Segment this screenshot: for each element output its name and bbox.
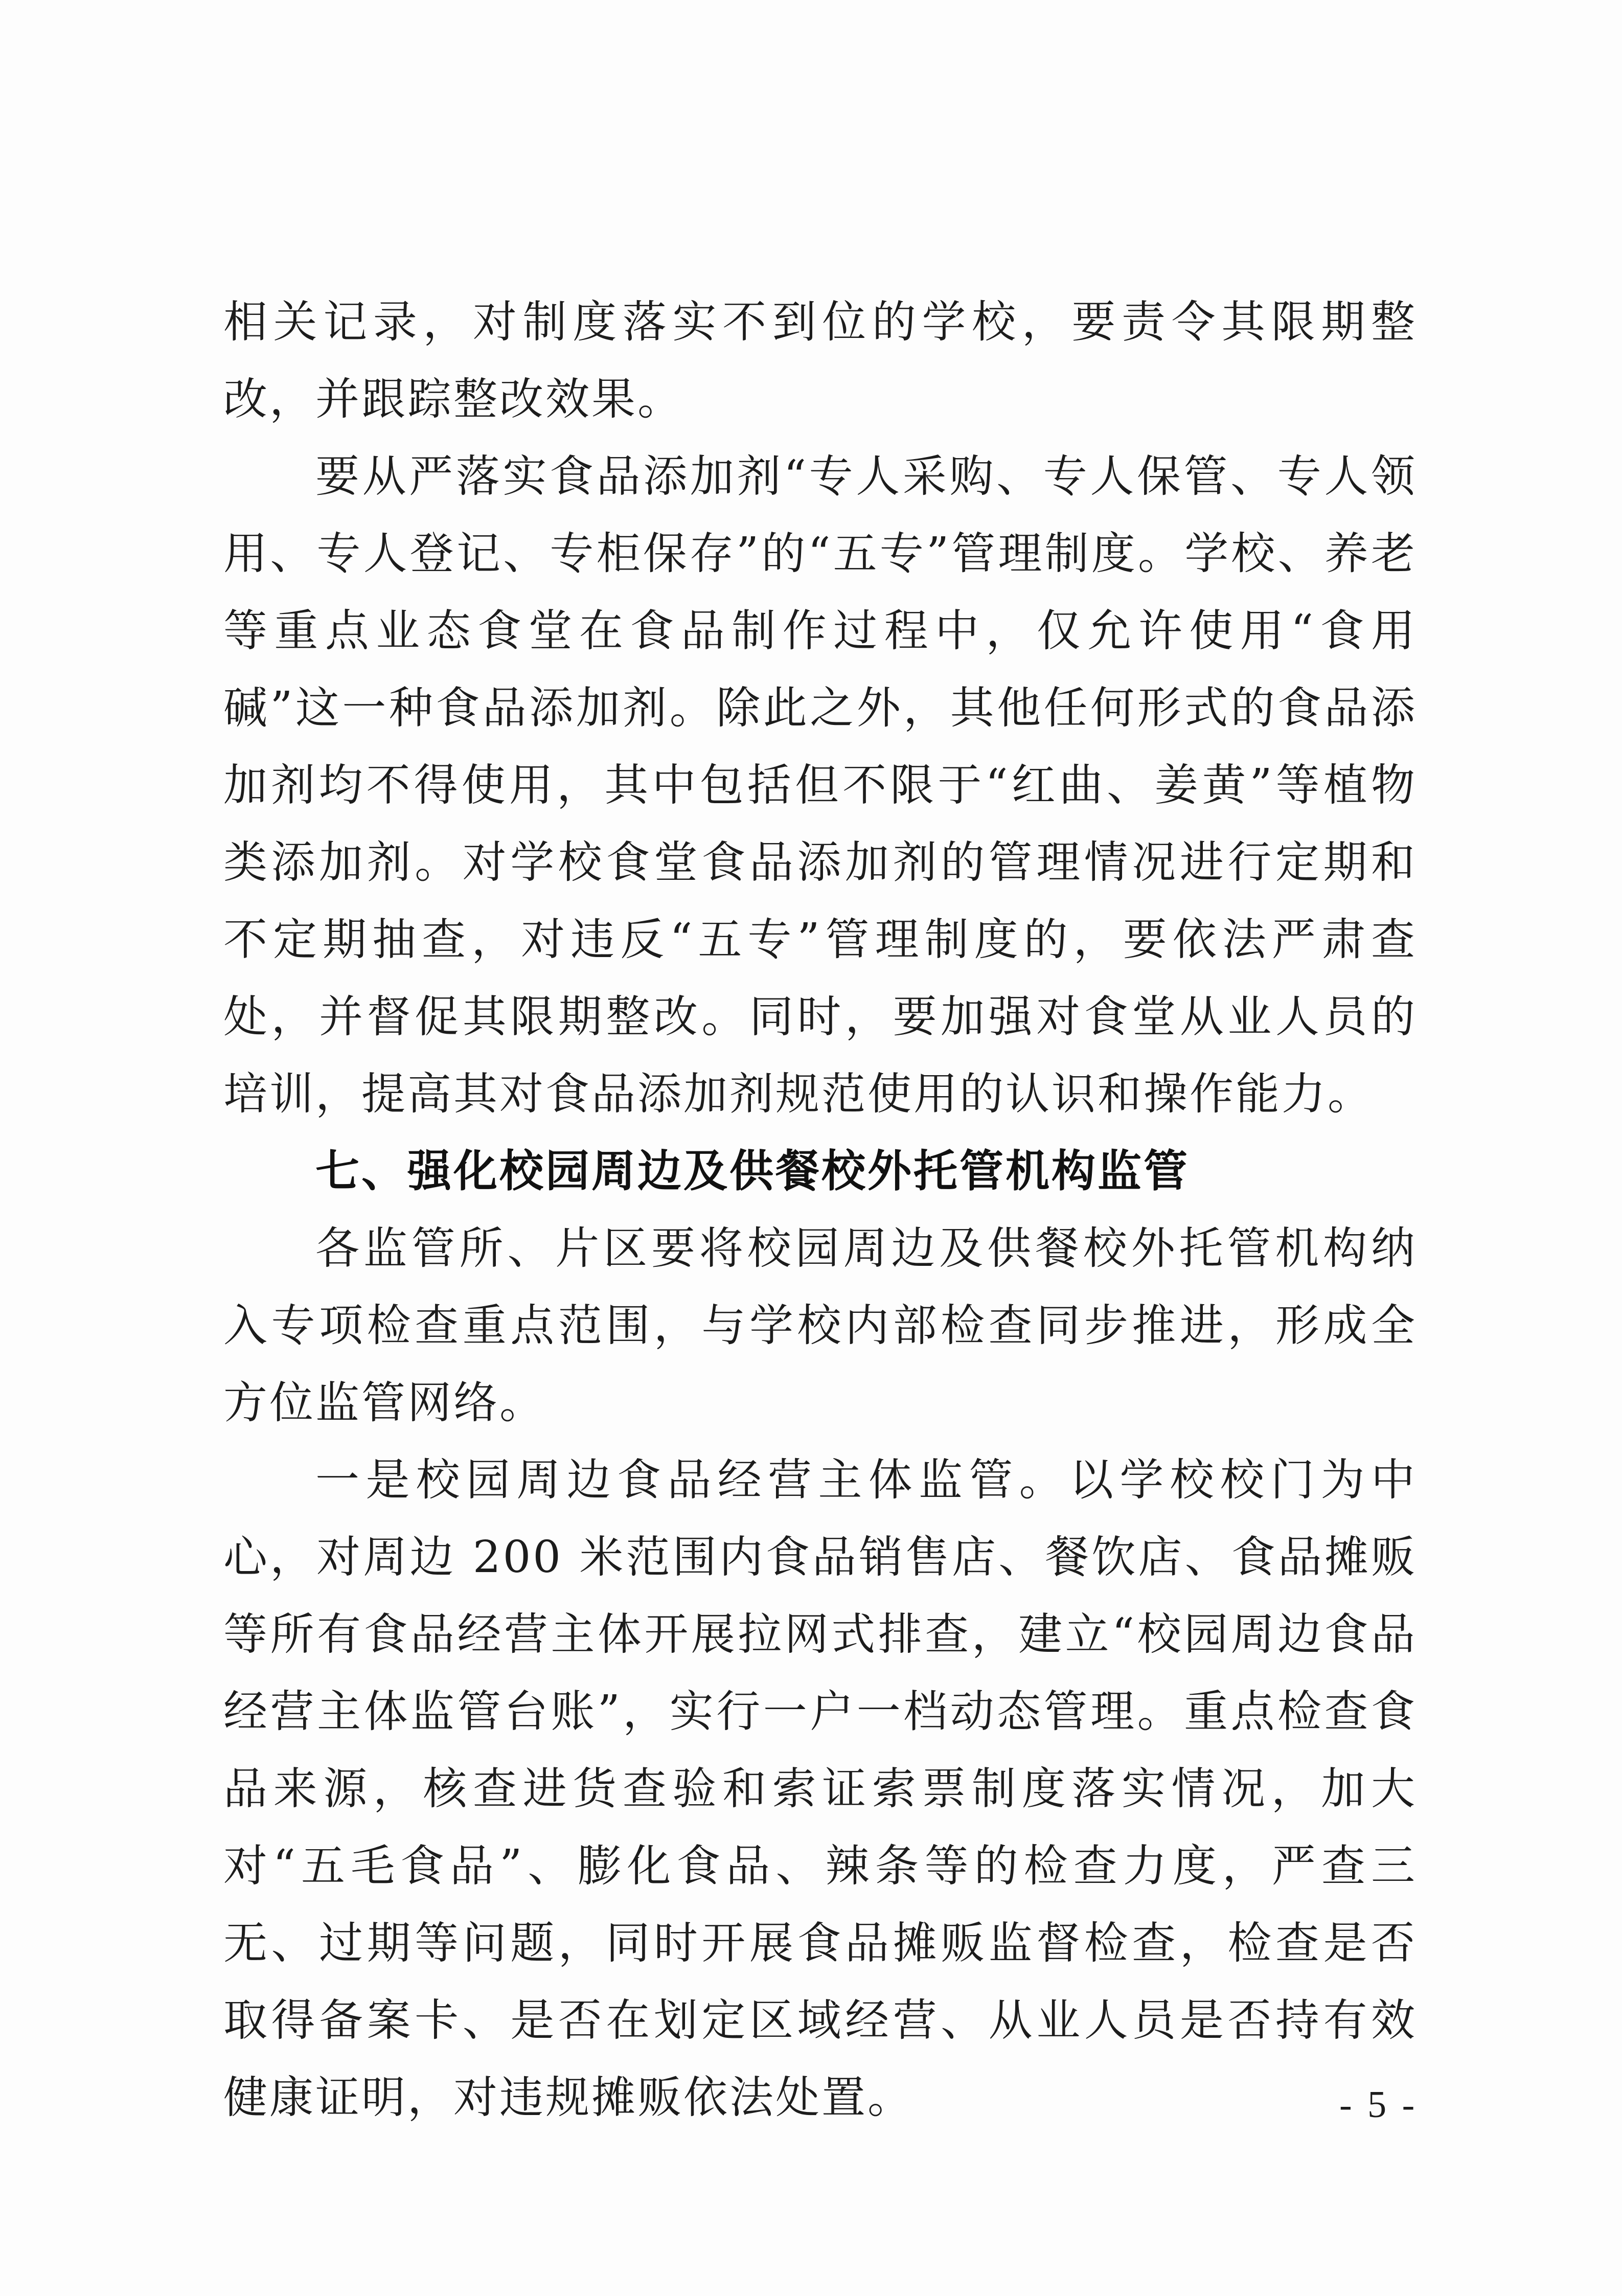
paragraph-campus-surroundings: 一是校园周边食品经营主体监管。以学校校门为中心，对周边 200 米范围内食品销售店、餐饮店、食品摊贩等所有食品经营主体开展拉网式排查，建立“校园周边食品经营主体监管台账”，实行一户一档动态管理。重点检查食品来源，核查进货查验和索证索票制度落实情况，加大对“五毛食品”、膨化食品、辣条等的检查力度，严查三无、过期等问题，同时开展食品摊贩监督检查，检查是否取得备案卡、是否在划定区域经营、从业人员是否持有效健康证明，对违规摊贩依法处置。	[223, 1454, 1417, 2123]
page-number: - 5 -	[1339, 2084, 1418, 2126]
document-body	[223, 284, 1417, 2136]
paragraph-records-followup: 相关记录，对制度落实不到位的学校，要责令其限期整改，并跟踪整改效果。	[223, 297, 1417, 425]
paragraph-supervision-scope: 各监管所、片区要将校园周边及供餐校外托管机构纳入专项检查重点范围，与学校内部检查同步推进，形成全方位监管网络。	[223, 1223, 1417, 1428]
section-heading-seven: 七、强化校园周边及供餐校外托管机构监管	[315, 1146, 1190, 1197]
paragraph-food-additives: 要从严落实食品添加剂“专人采购、专人保管、专人领用、专人登记、专柜保存”的“五专”管理制度。学校、养老等重点业态食堂在食品制作过程中，仅允许使用“食用碱”这一种食品添加剂。除此之外，其他任何形式的食品添加剂均不得使用，其中包括但不限于“红曲、姜黄”等植物类添加剂。对学校食堂食品添加剂的管理情况进行定期和不定期抽查，对违反“五专”管理制度的，要依法严肃查处，并督促其限期整改。同时，要加强对食堂从业人员的培训，提高其对食品添加剂规范使用的认识和操作能力。	[223, 451, 1417, 1120]
